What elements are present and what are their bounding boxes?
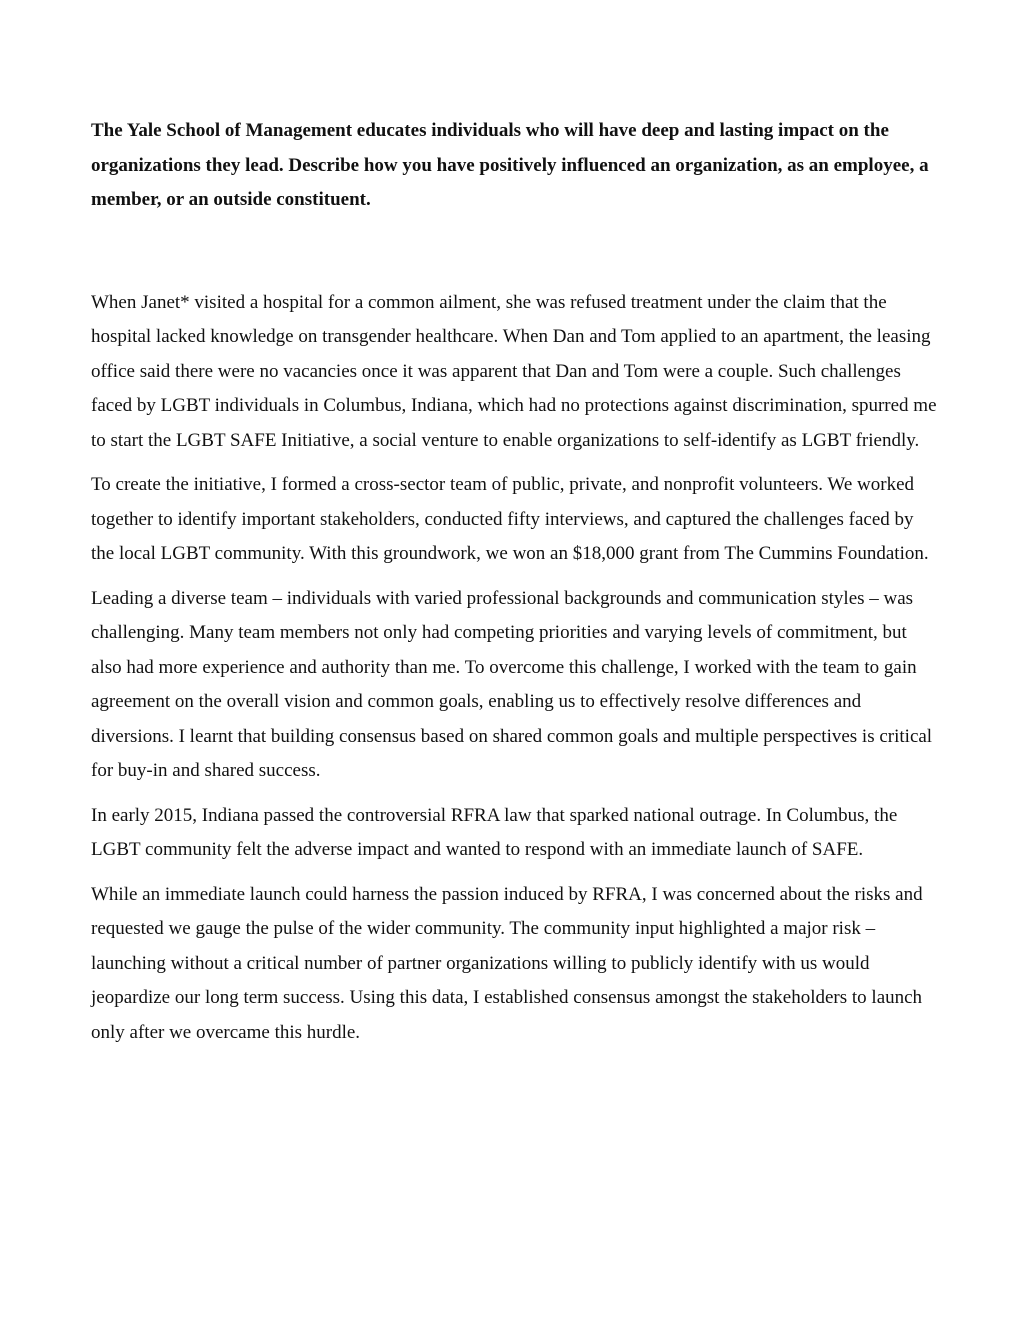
essay-paragraph-1: When Janet* visited a hospital for a common ailment, she was refused treatment under the claim that the hospital lacked knowledge on transgender healthcare. When Dan and Tom applied to an apartment, the leasing office said there were no vacancies once it was apparent that Dan and Tom were a couple. Such challenges faced by LGBT individuals in Columbus, Indiana, which had no protections against discrimination, spurred me to start the LGBT SAFE Initiative, a social venture to enable organizations to self-identify as LGBT friendly.: [91, 291, 937, 451]
essay-paragraph-4: In early 2015, Indiana passed the controversial RFRA law that sparked national outrage. In Columbus, the LGBT community felt the adverse impact and wanted to respond with an immediate launch of SAFE.: [91, 804, 898, 860]
essay-page: [91, 114, 941, 1060]
essay-paragraph-3: Leading a diverse team – individuals with varied professional backgrounds and communication styles – was challenging. Many team members not only had competing priorities and varying levels of commitment, but also had more experience and authority than me. To overcome this challenge, I worked with the team to gain agreement on the overall vision and common goals, enabling us to effectively resolve differences and diversions. I learnt that building consensus based on shared common goals and multiple perspectives is critical for buy-in and shared success.: [91, 587, 933, 781]
essay-prompt: The Yale School of Management educates individuals who will have deep and lasting impact on the organizations they lead. Describe how you have positively influenced an organization, as an employee, a member, or an outside constituent.: [91, 120, 929, 210]
essay-paragraph-5: While an immediate launch could harness the passion induced by RFRA, I was concerned about the risks and requested we gauge the pulse of the wider community. The community input highlighted a major risk – launching without a critical number of partner organizations willing to publicly identify with us would jeopardize our long term success. Using this data, I established consensus amongst the stakeholders to launch only after we overcame this hurdle.: [91, 883, 923, 1043]
essay-paragraph-2: To create the initiative, I formed a cross-sector team of public, private, and nonprofit volunteers. We worked together to identify important stakeholders, conducted fifty interviews, and captured the challenges faced by the local LGBT community. With this groundwork, we won an $18,000 grant from The Cummins Foundation.: [91, 474, 929, 564]
